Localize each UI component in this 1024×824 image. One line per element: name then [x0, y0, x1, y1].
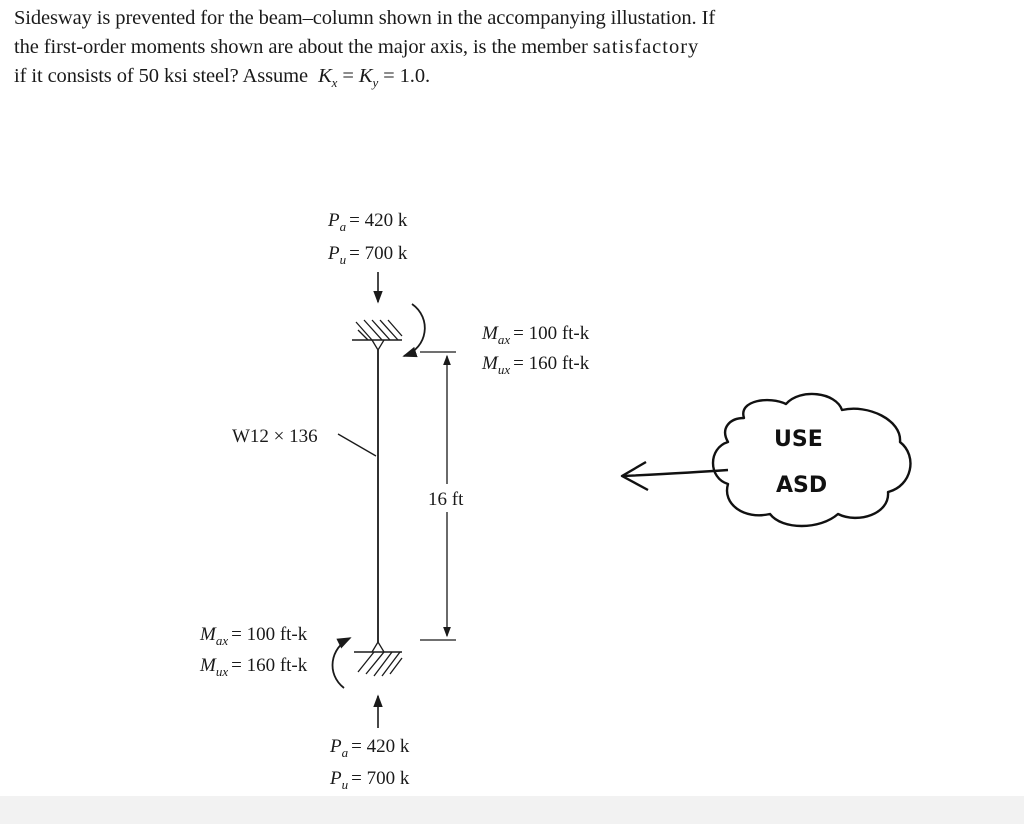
right-mux-label: $M_{ux} = 160$ ft-k [482, 353, 590, 377]
equals-2: = [383, 65, 395, 87]
length-label: 16 ft [428, 489, 464, 510]
right-max-label: $M_{ax} = 100$ ft-k [482, 323, 590, 347]
note-asd: ASD [776, 473, 828, 498]
left-max-label: $M_{ax} = 100$ ft-k [200, 624, 308, 648]
top-support [352, 320, 402, 350]
problem-line-2-text: the first-order moments shown are about the major axis, is the member [14, 36, 588, 58]
k-value: 1.0. [399, 65, 430, 87]
bottom-band [0, 796, 1024, 824]
note-use: USE [774, 427, 823, 452]
bottom-pa-label: $P_a = 420$ k [330, 736, 410, 760]
handwritten-cloud [713, 394, 910, 526]
top-pa-label: $P_a = 420$ k [328, 210, 408, 234]
top-pu-label: $P_u = 700$ k [328, 243, 408, 267]
problem-line-3-text: if it consists of 50 ksi steel? Assume [14, 65, 309, 87]
equals-1: = [342, 65, 354, 87]
section-label: W12 × 136 [232, 426, 318, 447]
top-moment-arrow [404, 304, 425, 356]
section-leader [338, 434, 376, 456]
problem-line-1-text: Sidesway is prevented for the beam–column shown in the accompanying illustation. If [14, 7, 716, 29]
kx-symbol: K [318, 65, 332, 87]
bottom-pu-label: $P_u = 700$ k [330, 768, 410, 792]
kx-subscript: x [331, 75, 338, 91]
handwritten-arrow [624, 470, 728, 476]
bottom-support [354, 642, 402, 676]
ky-subscript: y [372, 75, 379, 91]
problem-line-2-word: satisfactory [592, 36, 700, 58]
left-mux-label: $M_{ux} = 160$ ft-k [200, 655, 308, 679]
ky-symbol: K [358, 65, 373, 87]
bottom-moment-arrow [333, 638, 350, 688]
